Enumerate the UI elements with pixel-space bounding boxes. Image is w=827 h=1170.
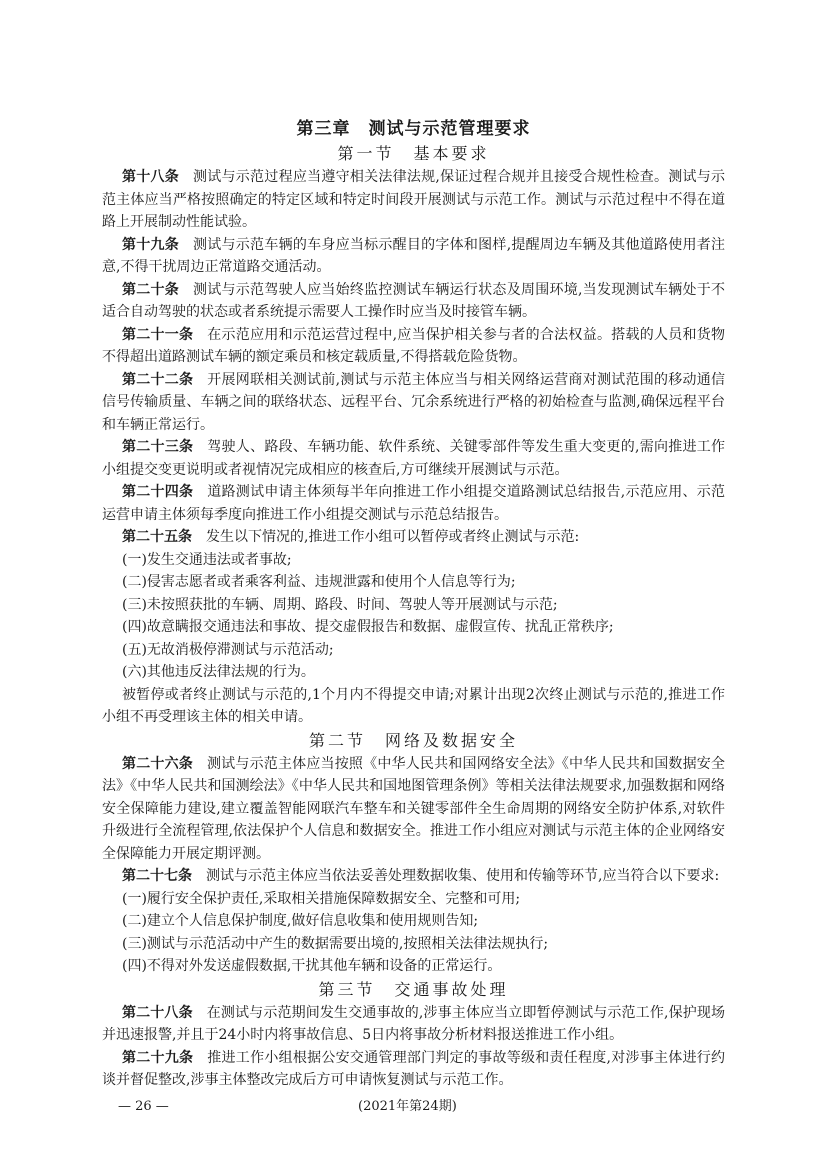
- article-text: (一)发生交通违法或者事故;: [122, 551, 292, 568]
- list-item: [102, 933, 725, 956]
- list-item: [102, 616, 725, 639]
- sections: [102, 142, 725, 1092]
- article-text: (三)未按照获批的车辆、周期、路段、时间、驾驶人等开展测试与示范;: [122, 596, 558, 613]
- list-item: [102, 661, 725, 684]
- article-label: 第二十六条: [122, 755, 193, 772]
- section: [102, 729, 725, 978]
- page-number: — 26 —: [118, 1098, 169, 1114]
- article-text: (一)履行安全保护责任,采取相关措施保障数据安全、完整和可用;: [122, 890, 521, 907]
- list-item: [102, 639, 725, 662]
- section: [102, 978, 725, 1092]
- article-paragraph: [102, 1047, 725, 1092]
- article-text: (二)侵害志愿者或者乘客利益、违规泄露和使用个人信息等行为;: [122, 574, 516, 590]
- article-label: 第二十五条: [122, 529, 192, 545]
- article-text: (五)无故消极停滞测试与示范活动;: [122, 641, 334, 658]
- article-text: (三)测试与示范活动中产生的数据需要出境的,按照相关法律法规执行;: [122, 935, 549, 952]
- article-text: (二)建立个人信息保护制度,做好信息收集和使用规则告知;: [122, 913, 479, 929]
- list-item: [102, 594, 725, 617]
- list-item: [102, 910, 725, 933]
- article-paragraph: [102, 324, 725, 369]
- article-label: 第二十七条: [122, 868, 192, 884]
- article-label: 第十九条: [122, 236, 180, 253]
- article-paragraph: [102, 166, 725, 234]
- article-text: (六)其他违反法律法规的行为。: [122, 664, 315, 680]
- article-paragraph: [102, 526, 725, 549]
- article-text: 测试与示范车辆的车身应当标示醒目的字体和图样,提醒周边车辆及其他道路使用者注意,不得干扰周边正常道路交通活动。: [102, 236, 725, 275]
- article-paragraph: [102, 279, 725, 324]
- article-text: 在示范应用和示范运营过程中,应当保护相关参与者的合法权益。搭载的人员和货物不得超出道路测试车辆的额定乘员和核定载质量,不得搭载危险货物。: [102, 326, 726, 365]
- issue-label: (2021年第24期): [358, 1098, 457, 1114]
- article-text: 道路测试申请主体须每半年向推进工作小组提交道路测试总结报告,示范应用、示范运营申请主体须每季度向推进工作小组提交测试与示范总结报告。: [102, 484, 726, 523]
- document-page: [102, 0, 725, 1158]
- chapter-title: 第三章 测试与示范管理要求: [296, 119, 531, 139]
- article-paragraph: [102, 234, 725, 279]
- article-paragraph: [102, 1002, 725, 1047]
- article-label: 第十八条: [122, 169, 180, 185]
- list-item: [102, 571, 725, 594]
- article-label: 第二十八条: [122, 1004, 193, 1021]
- article-paragraph: [102, 865, 725, 888]
- article-text: 开展网联相关测试前,测试与示范主体应当与相关网络运营商对测试范围的移动通信信号传输质量、车辆之间的联络状态、远程平台、冗余系统进行严格的初始检查与监测,确保远程平台和车辆正常运行。: [102, 371, 726, 433]
- article-text: 测试与示范过程应当遵守相关法律法规,保证过程合规并且接受合规性检查。测试与示范主体应当严格按照确定的特定区域和特定时间段开展测试与示范工作。测试与示范过程中不得在道路上开展制动性能试验。: [102, 169, 725, 230]
- section-title: 第一节 基本要求: [337, 144, 490, 163]
- article-label: 第二十二条: [122, 371, 194, 388]
- article-label: 第二十四条: [122, 484, 194, 500]
- article-label: 第二十条: [122, 281, 180, 298]
- article-text: (四)不得对外发送虚假数据,干扰其他车辆和设备的正常运行。: [122, 958, 502, 974]
- article-text: 驾驶人、路段、车辆功能、软件系统、关键零部件等发生重大变更的,需向推进工作小组提交变更说明或者视情况完成相应的核查后,方可继续开展测试与示范。: [102, 439, 726, 478]
- list-item: [102, 549, 725, 572]
- article-text: 推进工作小组根据公安交通管理部门判定的事故等级和责任程度,对涉事主体进行约谈并督促整改,涉事主体整改完成后方可申请恢复测试与示范工作。: [102, 1049, 726, 1088]
- article-label: 第二十一条: [122, 326, 194, 343]
- article-text: 在测试与示范期间发生交通事故的,涉事主体应当立即暂停测试与示范工作,保护现场并迅速报警,并且于24小时内将事故信息、5日内将事故分析材料报送推进工作小组。: [102, 1004, 726, 1043]
- article-text: 测试与示范主体应当按照《中华人民共和国网络安全法》《中华人民共和国数据安全法》《中华人民共和国测绘法》《中华人民共和国地图管理条例》等相关法律法规要求,加强数据和网络安全保障能力建设,建立覆盖智能网联汽车整车和关键零部件全生命周期的网络安全防护体系,对软件升级进行全流程管理,依法保护个人信息和数据安全。推进工作小组应对测试与示范主体的企业网络安全保障能力开展定期评测。: [102, 755, 726, 862]
- article-text: (四)故意瞒报交通违法和事故、提交虚假报告和数据、虚假宣传、扰乱正常秩序;: [122, 619, 614, 635]
- article-paragraph: [102, 369, 725, 437]
- article-text: 发生以下情况的,推进工作小组可以暂停或者终止测试与示范:: [206, 529, 580, 545]
- list-item: [102, 888, 725, 911]
- article-text: 测试与示范主体应当依法妥善处理数据收集、使用和传输等环节,应当符合以下要求:: [206, 868, 720, 884]
- article-label: 第二十三条: [122, 439, 194, 455]
- section-title: 第二节 网络及数据安全: [308, 730, 518, 750]
- article-paragraph: [102, 753, 725, 866]
- list-item: [102, 684, 725, 729]
- article-label: 第二十九条: [122, 1049, 194, 1066]
- article-paragraph: [102, 481, 725, 526]
- section-title: 第三节 交通事故处理: [318, 979, 509, 999]
- article-text: 测试与示范驾驶人应当始终监控测试车辆运行状态及周围环境,当发现测试车辆处于不适合自动驾驶的状态或者系统提示需要人工操作时应当及时接管车辆。: [102, 281, 725, 320]
- section: [102, 142, 725, 729]
- page-footer: [118, 1096, 718, 1118]
- article-text: 被暂停或者终止测试与示范的,1个月内不得提交申请;对累计出现2次终止测试与示范的,推进工作小组不再受理该主体的相关申请。: [102, 686, 725, 725]
- list-item: [102, 955, 725, 978]
- article-paragraph: [102, 436, 725, 481]
